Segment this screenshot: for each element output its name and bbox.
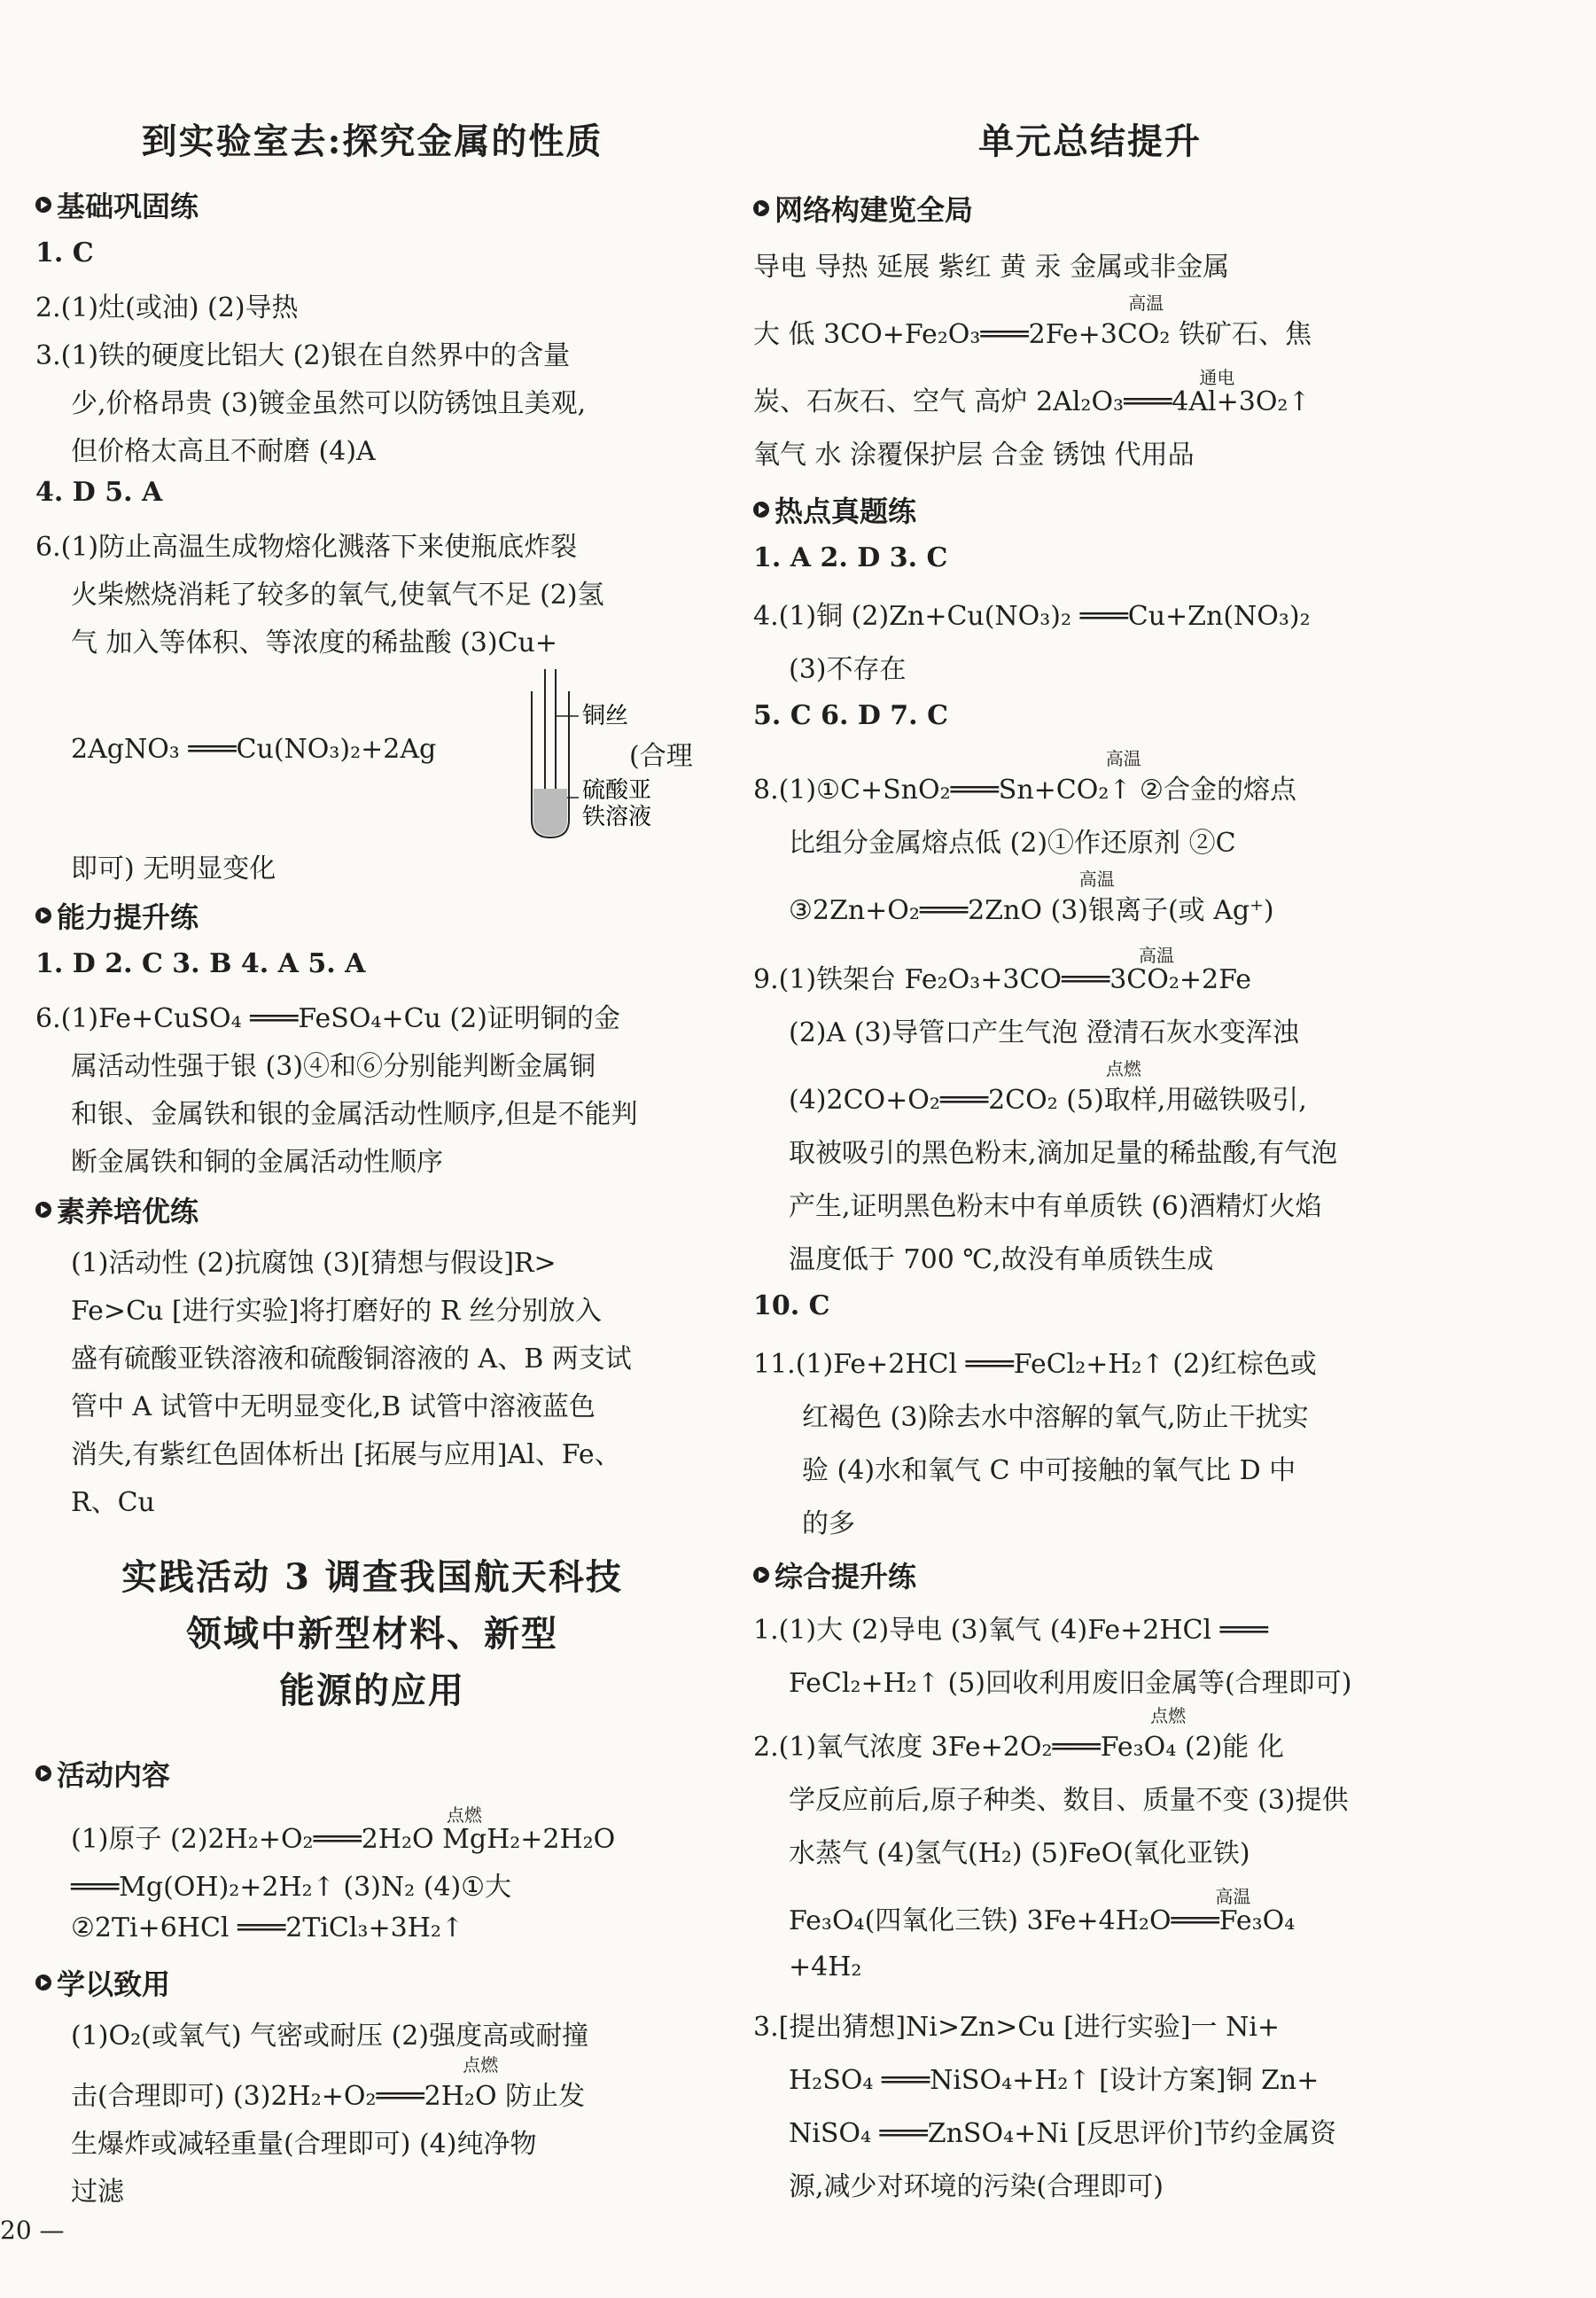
heading-network: 网络构建览全局 (753, 188, 973, 229)
page-number: 20 — (0, 2216, 65, 2245)
answer-line: ②2Ti+6HCl ═══2TiCl₃+3H₂↑ (71, 1912, 464, 1944)
answer-line: 1. A 2. D 3. C (753, 542, 948, 573)
answer-line: 但价格太高且不耐磨 (4)A (71, 436, 376, 467)
answer-line: 水蒸气 (4)氢气(H₂) (5)FeO(氧化亚铁) (789, 1838, 1250, 1869)
answer-line: Fe>Cu [进行实验]将打磨好的 R 丝分别放入 (71, 1296, 602, 1327)
tube-label-solution: 铁溶液 (582, 804, 652, 830)
answer-line: 2AgNO₃ ═══Cu(NO₃)₂+2Ag (71, 734, 437, 765)
answer-line: 2.(1)灶(或油) (2)导热 (35, 292, 299, 323)
answer-line: 1. D 2. C 3. B 4. A 5. A (35, 948, 366, 979)
answer-line: 消失,有紫红色固体析出 [拓展与应用]Al、Fe、 (71, 1439, 621, 1470)
answer-line: 击(合理即可) (3)2H₂+O₂ 点燃 ═══2H₂O 防止发 (71, 2054, 586, 2112)
answer-line: FeCl₂+H₂↑ (5)回收利用废旧金属等(合理即可) (789, 1668, 1352, 1699)
answer-line: 1. C (35, 238, 94, 269)
answer-line: 2.(1)氧气浓度 3Fe+2O₂ 点燃 ═══Fe₃O₄ (2)能 化 (753, 1705, 1284, 1763)
heading-apply: 学以致用 (35, 1962, 170, 2003)
answer-line: (1)活动性 (2)抗腐蚀 (3)[猜想与假设]R> (71, 1248, 557, 1279)
play-icon (35, 197, 51, 213)
play-icon (753, 1567, 769, 1583)
answer-line: (1)原子 (2)2H₂+O₂ 点燃 ═══2H₂O MgH₂+2H₂O (71, 1804, 616, 1855)
answer-line: 管中 A 试管中无明显变化,B 试管中溶液蓝色 (71, 1391, 596, 1422)
answer-line: 的多 (802, 1508, 855, 1539)
answer-line: Fe₃O₄(四氧化三铁) 3Fe+4H₂O 高温 ═══Fe₃O₄ (789, 1886, 1296, 1936)
answer-line: 少,价格昂贵 (3)镀金虽然可以防锈蚀且美观, (71, 388, 587, 419)
test-tube-diagram (527, 665, 705, 842)
answer-line: 3.[提出猜想]Ni>Zn>Cu [进行实验]一 Ni+ (753, 2012, 1281, 2043)
section-title-summary: 单元总结提升 (978, 121, 1202, 162)
answer-line: NiSO₄ ═══ZnSO₄+Ni [反思评价]节约金属资 (789, 2118, 1337, 2149)
answer-line: (4)2CO+O₂ 点燃 ═══2CO₂ (5)取样,用磁铁吸引, (789, 1058, 1307, 1116)
answer-line: 导电 导热 延展 紫红 黄 汞 金属或非金属 (753, 252, 1230, 283)
answer-line: +4H₂ (789, 1951, 862, 1983)
answer-line: 5. C 6. D 7. C (753, 700, 948, 731)
answer-line: 氧气 水 涂覆保护层 合金 锈蚀 代用品 (753, 440, 1195, 471)
answer-line: (2)A (3)导管口产生气泡 澄清石灰水变浑浊 (789, 1017, 1299, 1048)
answer-line: (3)不存在 (789, 654, 907, 685)
heading-activity: 活动内容 (35, 1753, 170, 1794)
answer-line: 大 低 3CO+Fe₂O₃ 高温 ═══2Fe+3CO₂ 铁矿石、焦 (753, 292, 1312, 350)
answer-line: 属活动性强于银 (3)④和⑥分别能判断金属铜 (71, 1051, 596, 1082)
answer-line: 学反应前后,原子种类、数目、质量不变 (3)提供 (789, 1785, 1349, 1816)
heading-literacy: 素养培优练 (35, 1189, 199, 1230)
play-icon (753, 200, 769, 216)
answer-line: 温度低于 700 ℃,故没有单质铁生成 (789, 1244, 1214, 1275)
answer-line: H₂SO₄ ═══NiSO₄+H₂↑ [设计方案]铜 Zn+ (789, 2065, 1320, 2096)
answer-line: 4.(1)铜 (2)Zn+Cu(NO₃)₂ ═══Cu+Zn(NO₃)₂ (753, 601, 1311, 632)
answer-line: 3.(1)铁的硬度比铝大 (2)银在自然界中的含量 (35, 340, 571, 371)
section-title-practice: 领域中新型材料、新型 (186, 1613, 558, 1655)
section-title-practice: 实践活动 3 调查我国航天科技 (121, 1556, 623, 1598)
play-icon (35, 1765, 51, 1781)
answer-line: 即可) 无明显变化 (71, 853, 276, 884)
heading-comprehensive: 综合提升练 (753, 1554, 916, 1595)
answer-line: ③2Zn+O₂ 高温 ═══2ZnO (3)银离子(或 Ag⁺) (789, 869, 1274, 926)
tube-label-wire: 铜丝 (582, 703, 629, 729)
section-title-practice: 能源的应用 (279, 1670, 465, 1711)
answer-line: 盛有硫酸亚铁溶液和硫酸铜溶液的 A、B 两支试 (71, 1344, 632, 1375)
answer-line: 红褐色 (3)除去水中溶解的氧气,防止干扰实 (802, 1402, 1309, 1433)
answer-line: 6.(1)Fe+CuSO₄ ═══FeSO₄+Cu (2)证明铜的金 (35, 1003, 620, 1034)
play-icon (35, 1202, 51, 1218)
answer-line: 气 加入等体积、等浓度的稀盐酸 (3)Cu+ (71, 627, 557, 658)
answer-line: 火柴燃烧消耗了较多的氧气,使氧气不足 (2)氢 (71, 580, 604, 611)
play-icon (35, 908, 51, 923)
answer-line: 1.(1)大 (2)导电 (3)氧气 (4)Fe+2HCl ═══ (753, 1615, 1268, 1646)
answer-line: 4. D 5. A (35, 477, 163, 508)
heading-ability: 能力提升练 (35, 895, 199, 936)
answer-line: 过滤 (71, 2177, 124, 2208)
answer-line: 9.(1)铁架台 Fe₂O₃+3CO 高温 ═══3CO₂+2Fe (753, 945, 1252, 995)
answer-line: 6.(1)防止高温生成物熔化溅落下来使瓶底炸裂 (35, 532, 578, 563)
heading-exam: 热点真题练 (753, 489, 916, 530)
answer-line: ═══Mg(OH)₂+2H₂↑ (3)N₂ (4)①大 (71, 1872, 512, 1903)
answer-line: (合理 (629, 741, 693, 772)
section-title-lab: 到实验室去:探究金属的性质 (141, 121, 603, 162)
answer-line: 验 (4)水和氧气 C 中可接触的氧气比 D 中 (802, 1455, 1296, 1486)
answer-line: 8.(1)①C+SnO₂ 高温 ═══Sn+CO₂↑ ②合金的熔点 (753, 748, 1296, 806)
play-icon (753, 502, 769, 518)
answer-line: 10. C (753, 1290, 830, 1321)
answer-line: 产生,证明黑色粉末中有单质铁 (6)酒精灯火焰 (789, 1191, 1322, 1222)
answer-line: 源,减少对环境的污染(合理即可) (789, 2171, 1164, 2202)
tube-label-solution: 硫酸亚 (582, 777, 652, 804)
answer-line: 生爆炸或减轻重量(合理即可) (4)纯净物 (71, 2129, 537, 2160)
answer-line: 断金属铁和铜的金属活动性顺序 (71, 1147, 443, 1178)
heading-basic: 基础巩固练 (35, 184, 199, 225)
answer-line: (1)O₂(或氧气) 气密或耐压 (2)强度高或耐撞 (71, 2021, 589, 2052)
answer-line: 炭、石灰石、空气 高炉 2Al₂O₃ 通电 ═══4Al+3O₂↑ (753, 367, 1311, 417)
answer-line: 取被吸引的黑色粉末,滴加足量的稀盐酸,有气泡 (789, 1138, 1338, 1169)
answer-line: R、Cu (71, 1487, 155, 1518)
answer-line: 比组分金属熔点低 (2)①作还原剂 ②C (789, 828, 1236, 859)
answer-line: 和银、金属铁和银的金属活动性顺序,但是不能判 (71, 1099, 638, 1130)
play-icon (35, 1975, 51, 1990)
answer-line: 11.(1)Fe+2HCl ═══FeCl₂+H₂↑ (2)红棕色或 (753, 1349, 1317, 1380)
